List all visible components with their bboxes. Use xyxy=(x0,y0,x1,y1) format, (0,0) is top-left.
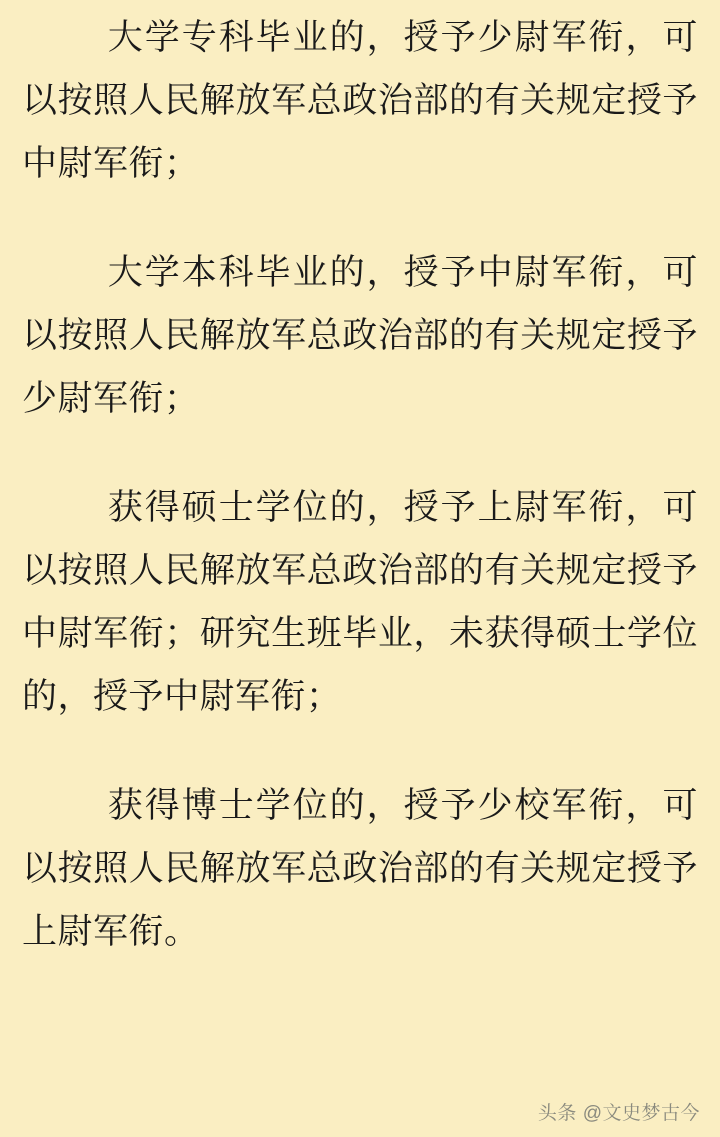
paragraph-3: 获得硕士学位的，授予上尉军衔，可以按照人民解放军总政治部的有关规定授予中尉军衔；研究生班毕业，未获得硕士学位的，授予中尉军衔； xyxy=(22,488,698,716)
paragraph-4: 获得博士学位的，授予少校军衔，可以按照人民解放军总政治部的有关规定授予上尉军衔。 xyxy=(22,786,698,951)
watermark-attribution: 头条 @文史梦古今 xyxy=(537,1103,700,1124)
paragraph-2: 大学本科毕业的，授予中尉军衔，可以按照人民解放军总政治部的有关规定授予少尉军衔； xyxy=(22,253,698,418)
paragraph-1: 大学专科毕业的，授予少尉军衔，可以按照人民解放军总政治部的有关规定授予中尉军衔； xyxy=(22,18,698,183)
